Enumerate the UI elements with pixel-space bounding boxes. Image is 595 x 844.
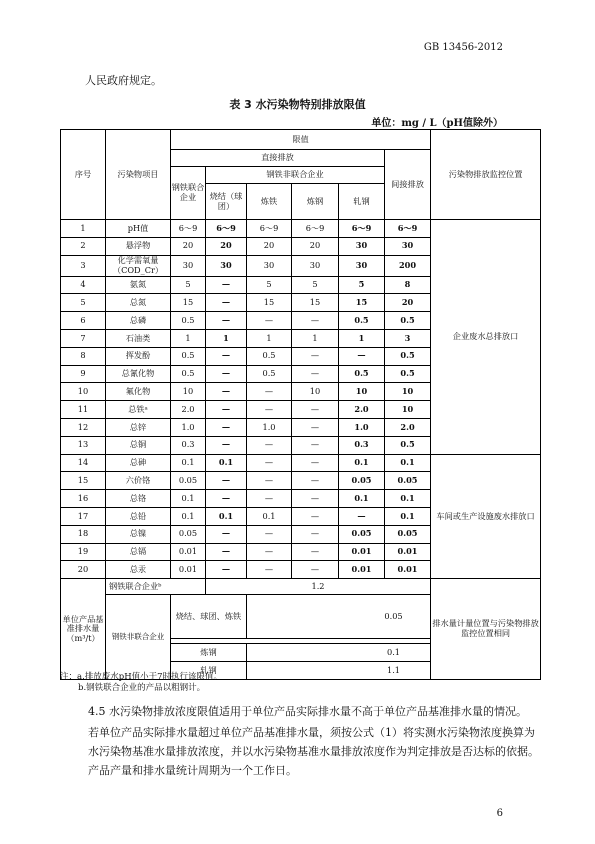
row-value: 30: [339, 255, 385, 276]
row-item: 总氰化物: [106, 365, 171, 383]
header-item: 污染物项目: [106, 130, 171, 220]
row-value: 5: [292, 276, 339, 294]
row-value: 15: [339, 294, 385, 312]
row-value: —: [247, 312, 292, 330]
row-value: 0.5: [385, 436, 431, 454]
row-value: —: [206, 543, 247, 561]
row-value: —: [247, 561, 292, 579]
row-item: 化学需氧量（COD_Cr）: [106, 255, 171, 276]
emission-limits-table: [60, 129, 541, 680]
row-seq: 14: [61, 454, 106, 472]
water-monitor: 排水量计量位置与污染物排放监控位置相同: [431, 579, 541, 680]
row-value: 0.1: [171, 490, 206, 508]
row-value: —: [292, 543, 339, 561]
table-row: [61, 454, 541, 472]
row-value: 20: [247, 237, 292, 255]
row-value: —: [292, 525, 339, 543]
row-value: 0.5: [171, 365, 206, 383]
row-value: —: [206, 418, 247, 436]
row-value: 15: [247, 294, 292, 312]
row-value: —: [292, 490, 339, 508]
row-value: 0.1: [385, 454, 431, 472]
row-value: 30: [247, 255, 292, 276]
row-value: 1.0: [339, 418, 385, 436]
header-rolling: 轧钢: [339, 184, 385, 220]
row-value: —: [206, 561, 247, 579]
row-item: 石油类: [106, 329, 171, 347]
row-seq: 8: [61, 347, 106, 365]
row-value: 10: [385, 383, 431, 401]
row-item: pH值: [106, 220, 171, 238]
row-value: 0.1: [171, 454, 206, 472]
row-seq: 16: [61, 490, 106, 508]
row-seq: 4: [61, 276, 106, 294]
header-seq: 序号: [61, 130, 106, 220]
row-value: 6～9: [292, 220, 339, 238]
row-value: —: [247, 543, 292, 561]
row-seq: 3: [61, 255, 106, 276]
row-value: 0.01: [385, 543, 431, 561]
row-seq: 12: [61, 418, 106, 436]
row-value: 5: [171, 276, 206, 294]
row-value: 0.3: [339, 436, 385, 454]
row-value: 15: [171, 294, 206, 312]
row-value: 2.0: [171, 401, 206, 419]
row-value: 6～9: [339, 220, 385, 238]
row-item: 总汞: [106, 561, 171, 579]
row-value: 1: [292, 329, 339, 347]
water-sub1-value: 0.05: [247, 595, 541, 639]
row-value: 0.1: [385, 490, 431, 508]
row-item: 总砷: [106, 454, 171, 472]
unit-note: 单位：mg / L（pH值除外）: [371, 118, 503, 129]
row-seq: 10: [61, 383, 106, 401]
row-value: 0.3: [171, 436, 206, 454]
row-value: 0.1: [385, 507, 431, 525]
row-value: 20: [292, 237, 339, 255]
row-item: 总铁ᵃ: [106, 401, 171, 419]
row-value: 1: [339, 329, 385, 347]
row-value: 0.5: [339, 365, 385, 383]
row-value: —: [247, 454, 292, 472]
row-value: 200: [385, 255, 431, 276]
row-value: —: [292, 507, 339, 525]
row-seq: 1: [61, 220, 106, 238]
row-value: 30: [206, 255, 247, 276]
water-nonintegrated-label: 钢铁非联合企业: [106, 595, 171, 680]
row-value: 20: [171, 237, 206, 255]
row-value: 10: [339, 383, 385, 401]
row-value: 5: [247, 276, 292, 294]
row-item: 总镍: [106, 525, 171, 543]
water-sub2-value: 0.1: [247, 644, 541, 662]
row-value: 0.1: [339, 454, 385, 472]
row-item: 总铜: [106, 436, 171, 454]
row-value: —: [247, 525, 292, 543]
row-item: 总镉: [106, 543, 171, 561]
row-value: 5: [339, 276, 385, 294]
header-direct: 直接排放: [171, 150, 385, 167]
row-value: 10: [292, 383, 339, 401]
row-item: 总氮: [106, 294, 171, 312]
row-value: 3: [385, 329, 431, 347]
water-volume-label: 单位产品基准排水量（m³/t）: [61, 579, 106, 680]
row-value: —: [292, 472, 339, 490]
header-sinter: 烧结（球团）: [206, 184, 247, 220]
header-monitor: 污染物排放监控位置: [431, 130, 541, 220]
row-value: —: [247, 401, 292, 419]
row-value: 10: [171, 383, 206, 401]
row-value: 0.5: [385, 312, 431, 330]
row-value: —: [247, 436, 292, 454]
row-value: 10: [385, 401, 431, 419]
table-notes: [60, 672, 540, 695]
water-integrated-label: 钢铁联合企业ᵇ: [106, 579, 206, 595]
row-value: 6～9: [206, 220, 247, 238]
row-item: 挥发酚: [106, 347, 171, 365]
row-value: 6～9: [247, 220, 292, 238]
water-sub3-value: 1.1: [247, 662, 541, 680]
page-number: 6: [496, 808, 503, 819]
row-value: —: [292, 401, 339, 419]
row-value: —: [292, 347, 339, 365]
row-value: 20: [206, 237, 247, 255]
lead-text: 人民政府规定。: [85, 74, 162, 87]
row-value: 0.01: [385, 561, 431, 579]
header-indirect: 间接排放: [385, 150, 431, 220]
row-seq: 6: [61, 312, 106, 330]
row-value: —: [206, 276, 247, 294]
row-seq: 13: [61, 436, 106, 454]
row-value: 0.01: [339, 561, 385, 579]
row-value: —: [292, 312, 339, 330]
row-value: 30: [385, 237, 431, 255]
row-value: 0.5: [247, 347, 292, 365]
row-value: —: [247, 383, 292, 401]
row-value: —: [206, 525, 247, 543]
row-item: 总铬: [106, 490, 171, 508]
row-value: 0.5: [385, 365, 431, 383]
row-value: 0.01: [339, 543, 385, 561]
header-nonintegrated: 钢铁非联合企业: [206, 167, 385, 184]
header-integrated: 钢铁联合企业: [171, 167, 206, 220]
row-item: 氟化物: [106, 383, 171, 401]
row-value: 2.0: [339, 401, 385, 419]
row-value: 0.05: [171, 525, 206, 543]
row-value: —: [292, 561, 339, 579]
row-value: —: [292, 365, 339, 383]
row-value: —: [206, 436, 247, 454]
row-value: —: [206, 312, 247, 330]
row-value: 0.05: [385, 472, 431, 490]
row-item: 总锌: [106, 418, 171, 436]
row-seq: 17: [61, 507, 106, 525]
header-ironmaking: 炼铁: [247, 184, 292, 220]
row-value: 0.1: [339, 490, 385, 508]
monitor-total-outlet: 企业废水总排放口: [431, 220, 541, 455]
row-value: 0.5: [339, 312, 385, 330]
row-value: 1.0: [171, 418, 206, 436]
row-value: 1: [206, 329, 247, 347]
row-value: —: [292, 454, 339, 472]
row-value: 0.05: [171, 472, 206, 490]
row-value: —: [206, 472, 247, 490]
row-value: 0.1: [247, 507, 292, 525]
row-value: —: [206, 401, 247, 419]
row-value: 1: [247, 329, 292, 347]
row-value: —: [206, 365, 247, 383]
row-value: 0.05: [339, 472, 385, 490]
row-value: 2.0: [385, 418, 431, 436]
row-item: 总铅: [106, 507, 171, 525]
row-value: 0.1: [206, 454, 247, 472]
paragraph-4-5: 4.5 水污染物排放浓度限值适用于单位产品实际排水量不高于单位产品基准排水量的情况。: [88, 705, 527, 718]
row-value: 0.1: [171, 507, 206, 525]
row-item: 氨氮: [106, 276, 171, 294]
row-seq: 18: [61, 525, 106, 543]
row-seq: 9: [61, 365, 106, 383]
row-item: 悬浮物: [106, 237, 171, 255]
row-value: 0.5: [385, 347, 431, 365]
row-value: 0.5: [247, 365, 292, 383]
row-value: 1.0: [247, 418, 292, 436]
row-seq: 11: [61, 401, 106, 419]
note-a: 注：a.排放废水pH值小于7时执行该限值。: [60, 672, 223, 682]
row-item: 总磷: [106, 312, 171, 330]
row-seq: 15: [61, 472, 106, 490]
note-b: b.钢铁联合企业的产品以粗钢计。: [78, 683, 206, 694]
row-seq: 2: [61, 237, 106, 255]
row-value: —: [292, 436, 339, 454]
row-item: 六价铬: [106, 472, 171, 490]
row-value: 0.05: [339, 525, 385, 543]
row-value: 0.5: [171, 347, 206, 365]
header-steelmaking: 炼钢: [292, 184, 339, 220]
row-value: —: [206, 347, 247, 365]
row-value: —: [206, 294, 247, 312]
water-integrated-value: 1.2: [206, 579, 431, 595]
row-value: 6～9: [385, 220, 431, 238]
row-value: 0.1: [206, 507, 247, 525]
standard-code: GB 13456-2012: [423, 42, 503, 53]
paragraph-continuation: 若单位产品实际排水量超过单位产品基准排水量，须按公式（1）将实测水污染物浓度换算为水污染物基准水量排放浓度，并以水污染物基准水量排放浓度作为判定排放是否达标的依据。产品产量和排水量统计周期为一个工作日。: [88, 726, 539, 777]
water-sub3-label: 轧钢: [171, 662, 247, 680]
row-value: —: [339, 507, 385, 525]
row-value: —: [206, 490, 247, 508]
row-value: 0.05: [385, 525, 431, 543]
row-value: 30: [171, 255, 206, 276]
row-value: 30: [292, 255, 339, 276]
row-value: 0.5: [171, 312, 206, 330]
monitor-workshop-outlet: 车间或生产设施废水排放口: [431, 454, 541, 579]
row-value: 6～9: [171, 220, 206, 238]
row-value: 0.01: [171, 543, 206, 561]
row-value: —: [247, 490, 292, 508]
header-limit: 限值: [171, 130, 431, 150]
row-value: —: [206, 383, 247, 401]
row-seq: 20: [61, 561, 106, 579]
row-value: —: [339, 347, 385, 365]
table-title: 表 3 水污染物特别排放限值: [229, 98, 366, 111]
row-seq: 7: [61, 329, 106, 347]
row-value: 15: [292, 294, 339, 312]
row-value: 1: [171, 329, 206, 347]
row-value: 0.01: [171, 561, 206, 579]
row-seq: 19: [61, 543, 106, 561]
water-sub1-label: 烧结、球团、炼铁: [171, 595, 247, 639]
row-value: —: [292, 418, 339, 436]
water-sub2-label: 炼钢: [171, 644, 247, 662]
row-value: 30: [339, 237, 385, 255]
row-value: 20: [385, 294, 431, 312]
row-value: —: [247, 472, 292, 490]
table-row: [61, 220, 541, 238]
row-seq: 5: [61, 294, 106, 312]
row-value: 8: [385, 276, 431, 294]
